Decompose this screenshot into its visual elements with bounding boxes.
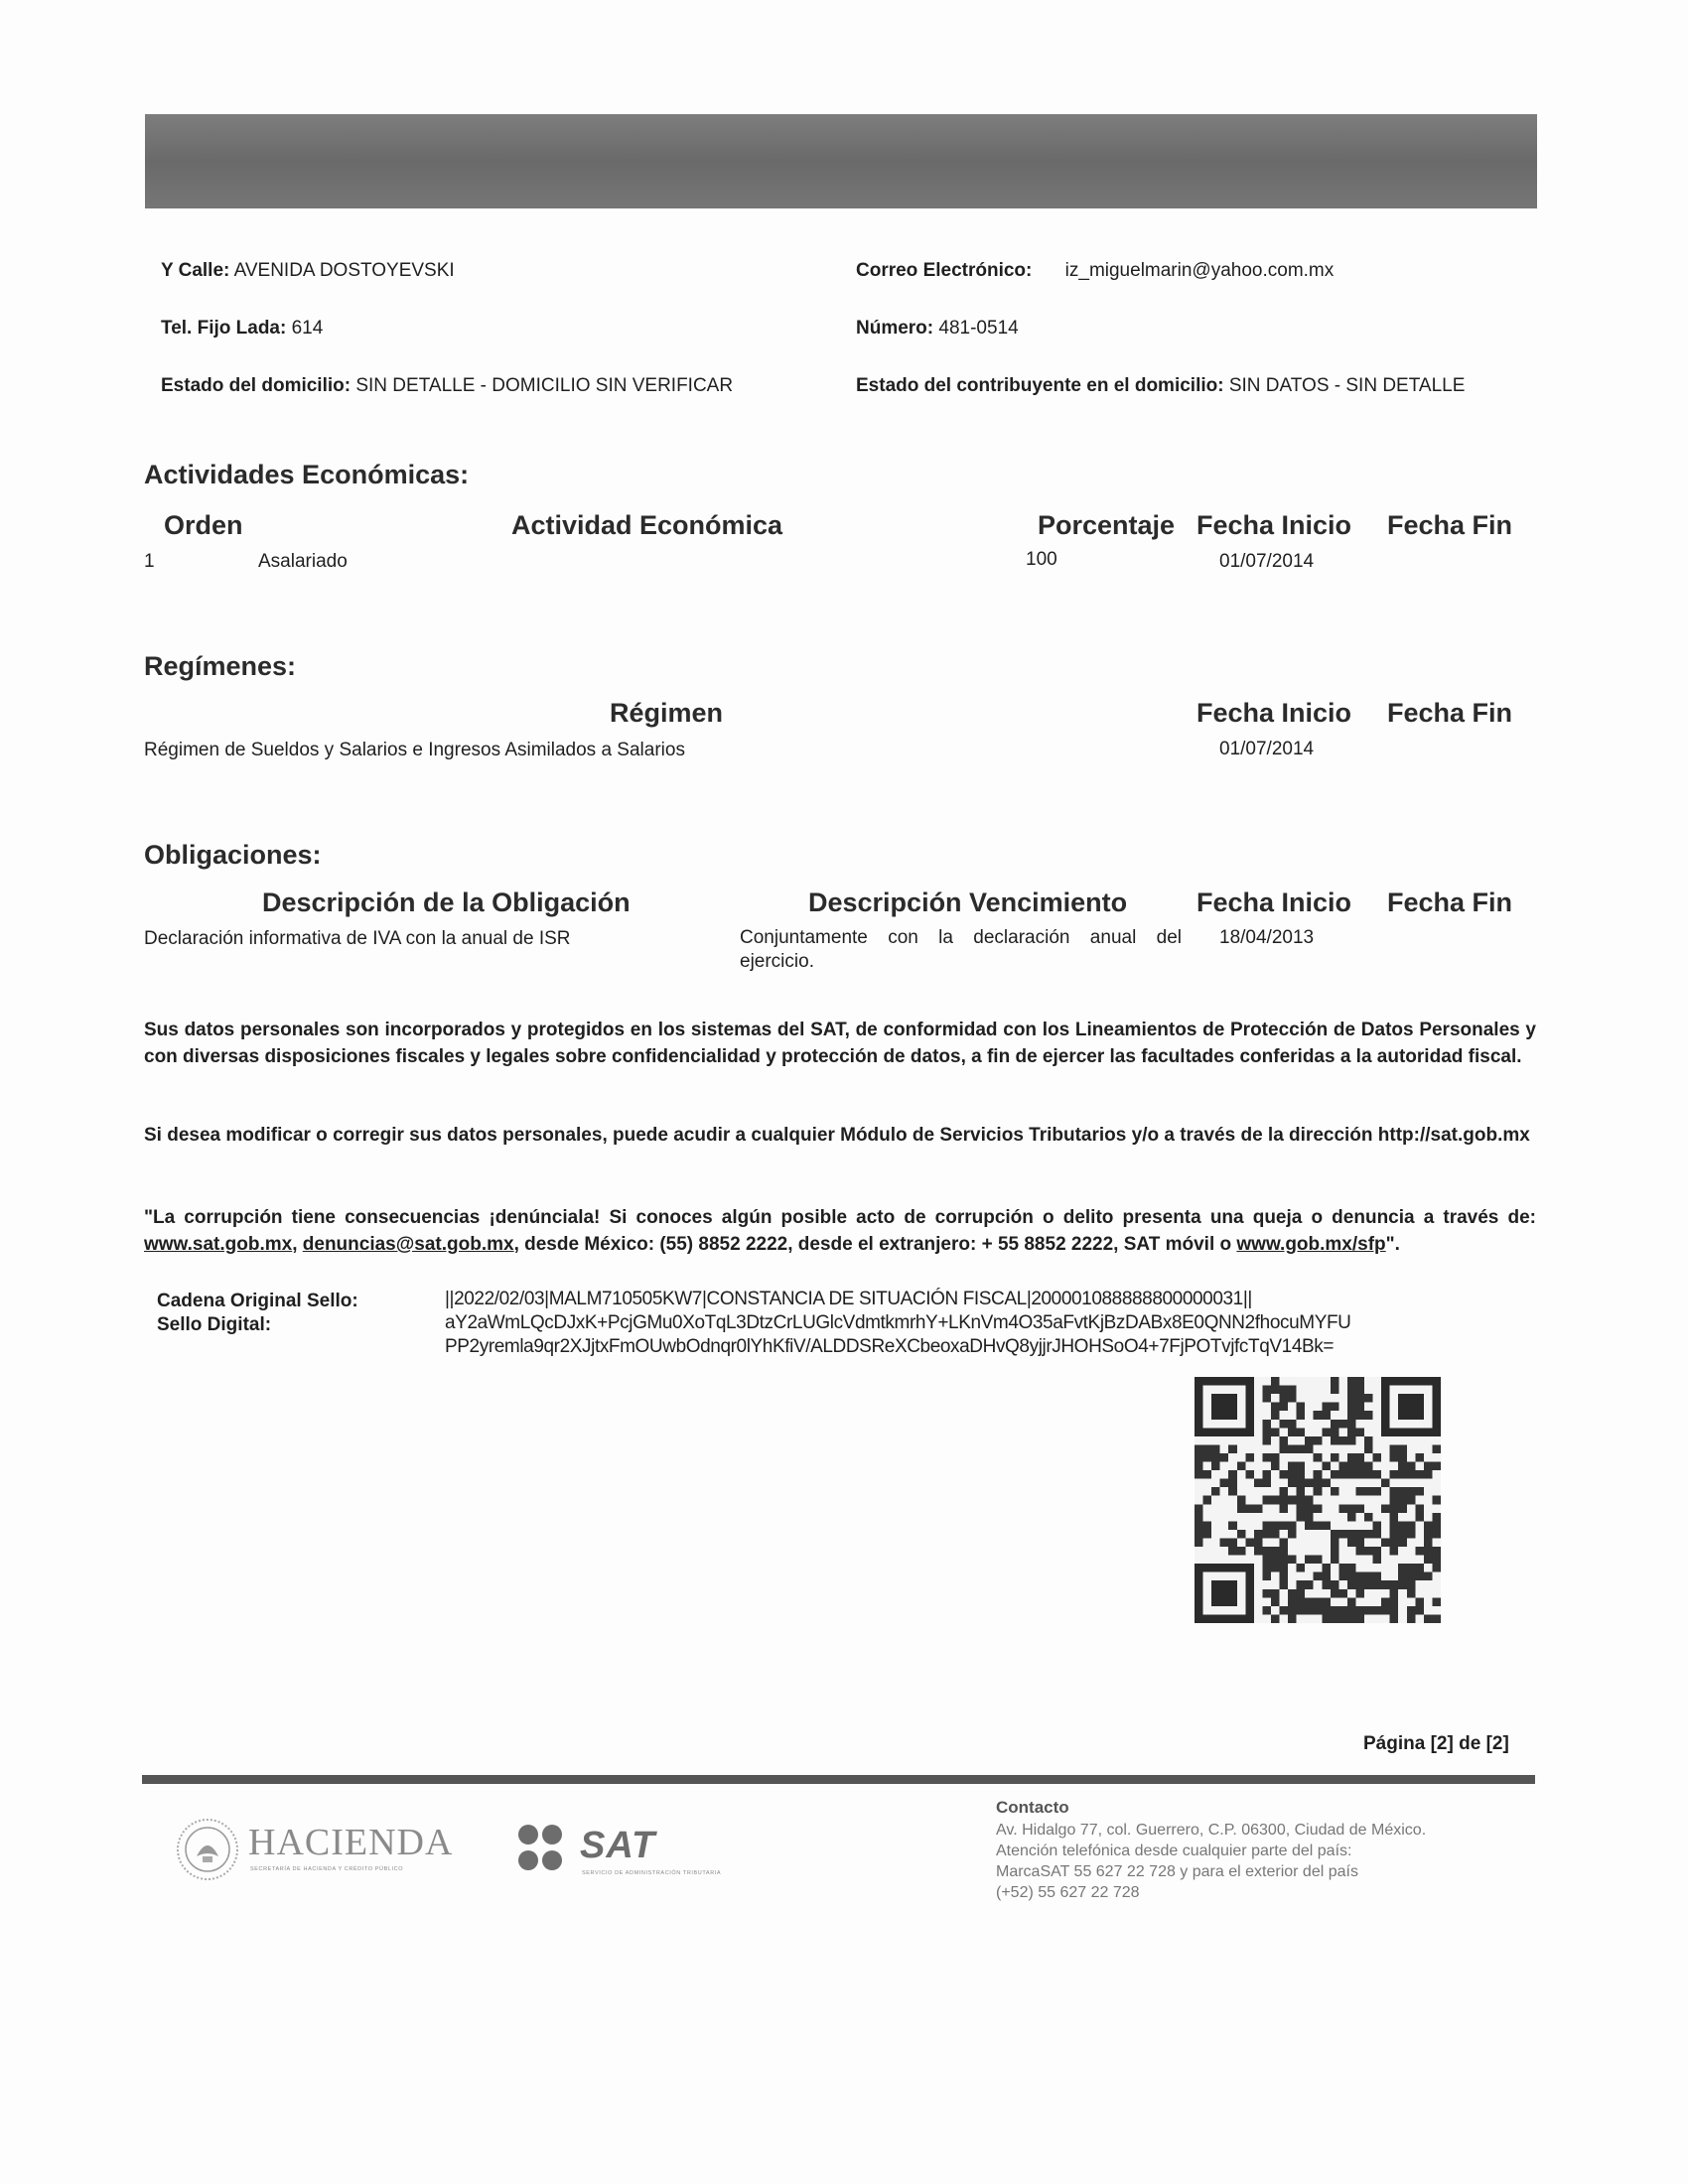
calle-value: AVENIDA DOSTOYEVSKI xyxy=(233,260,455,281)
obligaciones-header-descripcion: Descripción de la Obligación xyxy=(262,887,631,917)
qr-code xyxy=(1195,1376,1441,1624)
sello-digital-label: Sello Digital: xyxy=(157,1314,272,1335)
contacto-phone-intro: Atención telefónica desde cualquier parte del país: xyxy=(996,1843,1352,1859)
sat-logo-dots-icon xyxy=(516,1823,566,1874)
contacto-title: Contacto xyxy=(996,1798,1069,1817)
sat-logo-text: SAT xyxy=(580,1825,656,1866)
estado-contribuyente-label: Estado del contribuyente en el domicilio: xyxy=(856,375,1224,396)
estado-domicilio-row xyxy=(161,375,733,397)
corruption-paragraph xyxy=(144,1204,1536,1258)
actividad-porcentaje: 100 xyxy=(1026,549,1057,570)
contacto-address: Av. Hidalgo 77, col. Guerrero, C.P. 06300, Ciudad de México. xyxy=(996,1822,1427,1839)
obligaciones-header-fecha-fin: Fecha Fin xyxy=(1387,887,1513,917)
cadena-original-value: ||2022/02/03|MALM710505KW7|CONSTANCIA DE SITUACIÓN FISCAL|200001088888800000031|| xyxy=(445,1289,1252,1309)
page-total: [2] xyxy=(1485,1733,1509,1754)
tel-label: Tel. Fijo Lada: xyxy=(161,318,287,339)
actividades-header-orden: Orden xyxy=(164,510,243,540)
page-de: de xyxy=(1459,1733,1481,1754)
estado-domicilio-label: Estado del domicilio: xyxy=(161,375,352,396)
regimenes-title: Regímenes: xyxy=(144,651,297,681)
footer-divider xyxy=(142,1775,1535,1784)
regimenes-header-fecha-inicio: Fecha Inicio xyxy=(1196,698,1352,728)
contacto-block xyxy=(996,1820,1426,1903)
obligaciones-header-vencimiento: Descripción Vencimiento xyxy=(808,887,1128,917)
page-current: [2] xyxy=(1430,1733,1454,1754)
actividad-orden: 1 xyxy=(144,551,155,572)
corruption-text-pre: "La corrupción tiene consecuencias ¡denúnciala! Si conoces algún posible acto de corrupción o delito presenta una queja o denuncia a través de: xyxy=(144,1207,1536,1228)
sello-digital-line1: aY2aWmLQcDJxK+PcjGMu0XoTqL3DtzCrLUGlcVdmtkmrhY+LKnVm4O35aFvtKjBzDABx8E0QNN2fhocuMYFU xyxy=(445,1312,1351,1333)
obligacion-vencimiento-line2: ejercicio. xyxy=(740,951,814,972)
regimenes-header-regimen: Régimen xyxy=(610,698,724,728)
estado-contribuyente-row xyxy=(856,375,1465,397)
actividad-fecha-inicio: 01/07/2014 xyxy=(1219,551,1315,572)
page-number xyxy=(1363,1733,1509,1755)
actividades-title: Actividades Económicas: xyxy=(144,460,470,489)
estado-contribuyente-value: SIN DATOS - SIN DETALLE xyxy=(1228,375,1466,396)
obligacion-fecha-inicio: 18/04/2013 xyxy=(1219,927,1315,948)
hacienda-eagle-seal-icon xyxy=(175,1817,240,1882)
contacto-phone-international: (+52) 55 627 22 728 xyxy=(996,1884,1140,1901)
hacienda-logo-text: HACIENDA xyxy=(248,1822,454,1863)
corruption-text-mid: , desde México: (55) 8852 2222, desde el extranjero: + 55 8852 2222, SAT móvil o xyxy=(513,1234,1237,1255)
obligaciones-title: Obligaciones: xyxy=(144,840,322,870)
regimen-nombre: Régimen de Sueldos y Salarios e Ingresos Asimilados a Salarios xyxy=(144,740,685,760)
tel-value: 614 xyxy=(291,318,324,339)
obligaciones-header-fecha-inicio: Fecha Inicio xyxy=(1196,887,1352,917)
numero-label: Número: xyxy=(856,318,934,339)
gob-sfp-link[interactable]: www.gob.mx/sfp xyxy=(1236,1234,1386,1255)
correo-label: Correo Electrónico: xyxy=(856,260,1033,281)
corruption-sep: , xyxy=(292,1234,303,1255)
calle-row xyxy=(161,260,455,282)
tel-row xyxy=(161,318,323,340)
obligacion-vencimiento-line1: Conjuntamente con la declaración anual del xyxy=(740,927,1182,948)
corruption-text-end: ". xyxy=(1385,1234,1400,1255)
actividades-header-actividad: Actividad Económica xyxy=(511,510,783,540)
correo-value: iz_miguelmarin@yahoo.com.mx xyxy=(1064,260,1335,281)
denuncias-email-link[interactable]: denuncias@sat.gob.mx xyxy=(302,1234,514,1255)
privacy-paragraph: Sus datos personales son incorporados y protegidos en los sistemas del SAT, de conformidad con los Lineamientos de Protección de Datos Personales y con diversas disposiciones fiscales y legales sobre confidencialidad y protección de datos, a fin de ejercer las facultades conferidas a la autoridad fiscal. xyxy=(144,1020,1536,1067)
obligacion-descripcion: Declaración informativa de IVA con la anual de ISR xyxy=(144,928,571,949)
correo-row xyxy=(856,260,1334,282)
calle-label: Y Calle: xyxy=(161,260,230,281)
redacted-header-bar xyxy=(145,114,1537,208)
actividades-header-fecha-fin: Fecha Fin xyxy=(1387,510,1513,540)
sat-logo-subtitle: SERVICIO DE ADMINISTRACIÓN TRIBUTARIA xyxy=(582,1870,722,1876)
contacto-phone-national: MarcaSAT 55 627 22 728 y para el exterior del país xyxy=(996,1863,1358,1880)
cadena-original-label: Cadena Original Sello: xyxy=(157,1291,358,1311)
estado-domicilio-value: SIN DETALLE - DOMICILIO SIN VERIFICAR xyxy=(355,375,734,396)
actividad-nombre: Asalariado xyxy=(258,551,348,572)
hacienda-logo-subtitle: SECRETARÍA DE HACIENDA Y CRÉDITO PÚBLICO xyxy=(250,1866,404,1872)
regimen-fecha-inicio: 01/07/2014 xyxy=(1219,739,1315,759)
actividades-header-fecha-inicio: Fecha Inicio xyxy=(1196,510,1352,540)
regimenes-header-fecha-fin: Fecha Fin xyxy=(1387,698,1513,728)
modify-data-paragraph: Si desea modificar o corregir sus datos personales, puede acudir a cualquier Módulo de Servicios Tributarios y/o a través de la dirección http://sat.gob.mx xyxy=(144,1125,1530,1146)
numero-value: 481-0514 xyxy=(938,318,1019,339)
page-label: Página xyxy=(1363,1733,1426,1754)
numero-row xyxy=(856,318,1019,340)
sat-link[interactable]: www.sat.gob.mx xyxy=(144,1234,293,1255)
actividades-header-porcentaje: Porcentaje xyxy=(1038,510,1176,540)
sello-digital-line2: PP2yremla9qr2XJjtxFmOUwbOdnqr0lYhKfiV/ALDDSReXCbeoxaDHvQ8yjjrJHOHSoO4+7FjPOTvjfcTqV14Bk= xyxy=(445,1336,1335,1357)
